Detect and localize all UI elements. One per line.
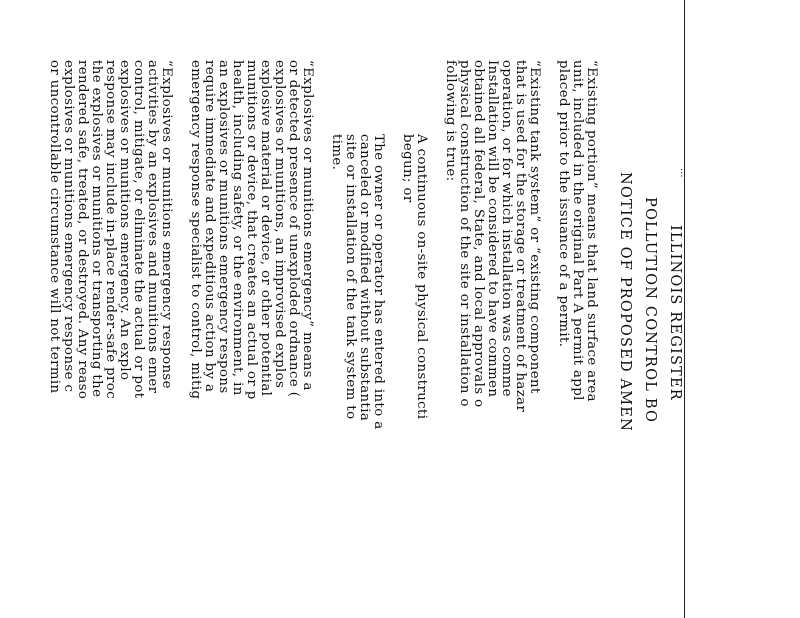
text-line: or uncontrollable circumstance will not termin bbox=[47, 60, 62, 394]
text-line: health, including safety, or the environment, in bbox=[230, 60, 245, 396]
rotated-text-block bbox=[47, 0, 689, 618]
text-line: response may include in-place render-safe proc bbox=[103, 60, 118, 400]
margin-mark: ... bbox=[678, 168, 689, 178]
text-line: explosives or munitions emergency. An explo bbox=[117, 60, 132, 381]
text-line: physical construction of the site or installation o bbox=[457, 60, 472, 407]
text-line: canceled or modified without substantia bbox=[357, 134, 372, 422]
text-line: “Existing portion” means that land surface area bbox=[584, 60, 599, 402]
text-line: emergency response specialist to control, mitig bbox=[188, 60, 203, 400]
text-line: begun; or bbox=[400, 134, 415, 203]
text-line: require immediate and expeditious action by a bbox=[202, 60, 217, 393]
text-line: “Explosives or munitions emergency response bbox=[159, 60, 174, 389]
text-line: time. bbox=[329, 134, 344, 171]
text-line: that is used for the storage or treatment of hazar bbox=[513, 60, 528, 413]
text-line: site or installation of the tank system to bbox=[343, 134, 358, 420]
text-line: munitions or device, that creates an actual or p bbox=[244, 60, 259, 400]
text-line: operation, or for which installation was comme bbox=[499, 60, 514, 397]
text-line: “Existing tank system” or “existing component bbox=[527, 60, 542, 394]
notice-title: NOTICE OF PROPOSED AMEN bbox=[617, 172, 633, 432]
text-line: A continuous on-site physical constructi bbox=[414, 134, 429, 420]
text-line: explosives or munitions emergency response c bbox=[61, 60, 76, 393]
text-line: an explosives or munitions emergency respons bbox=[216, 60, 231, 394]
text-line: or detected presence of unexploded ordnance ( bbox=[286, 60, 301, 398]
text-line: The owner or operator has entered into a bbox=[371, 134, 386, 430]
board-title: POLLUTION CONTROL BO bbox=[642, 197, 658, 424]
text-line: explosive material or device, or other potential bbox=[258, 60, 273, 397]
text-line: control, mitigate, or eliminate the actual or pot bbox=[131, 60, 146, 399]
text-line: Installation will be considered to have commen bbox=[485, 60, 500, 398]
text-line: activities by an explosives and munitions emer bbox=[145, 60, 160, 394]
register-title: ILLINOIS REGISTER bbox=[667, 225, 683, 401]
text-line: placed prior to the issuance of a permit. bbox=[556, 60, 571, 348]
header-rule bbox=[684, 0, 685, 618]
text-line: rendered safe, treated, or destroyed. Any reaso bbox=[75, 60, 90, 400]
text-line: obtained all federal, State, and local approvals o bbox=[471, 60, 486, 408]
text-line: explosives or munitions, an improvised explos bbox=[272, 60, 287, 389]
text-line: the explosives or munitions or transporting the bbox=[89, 60, 104, 398]
text-line: “Explosives or munitions emergency” means a bbox=[300, 60, 315, 391]
text-line: following is true: bbox=[443, 60, 458, 182]
text-line: unit, included in the original Part A permit appl bbox=[570, 60, 585, 401]
